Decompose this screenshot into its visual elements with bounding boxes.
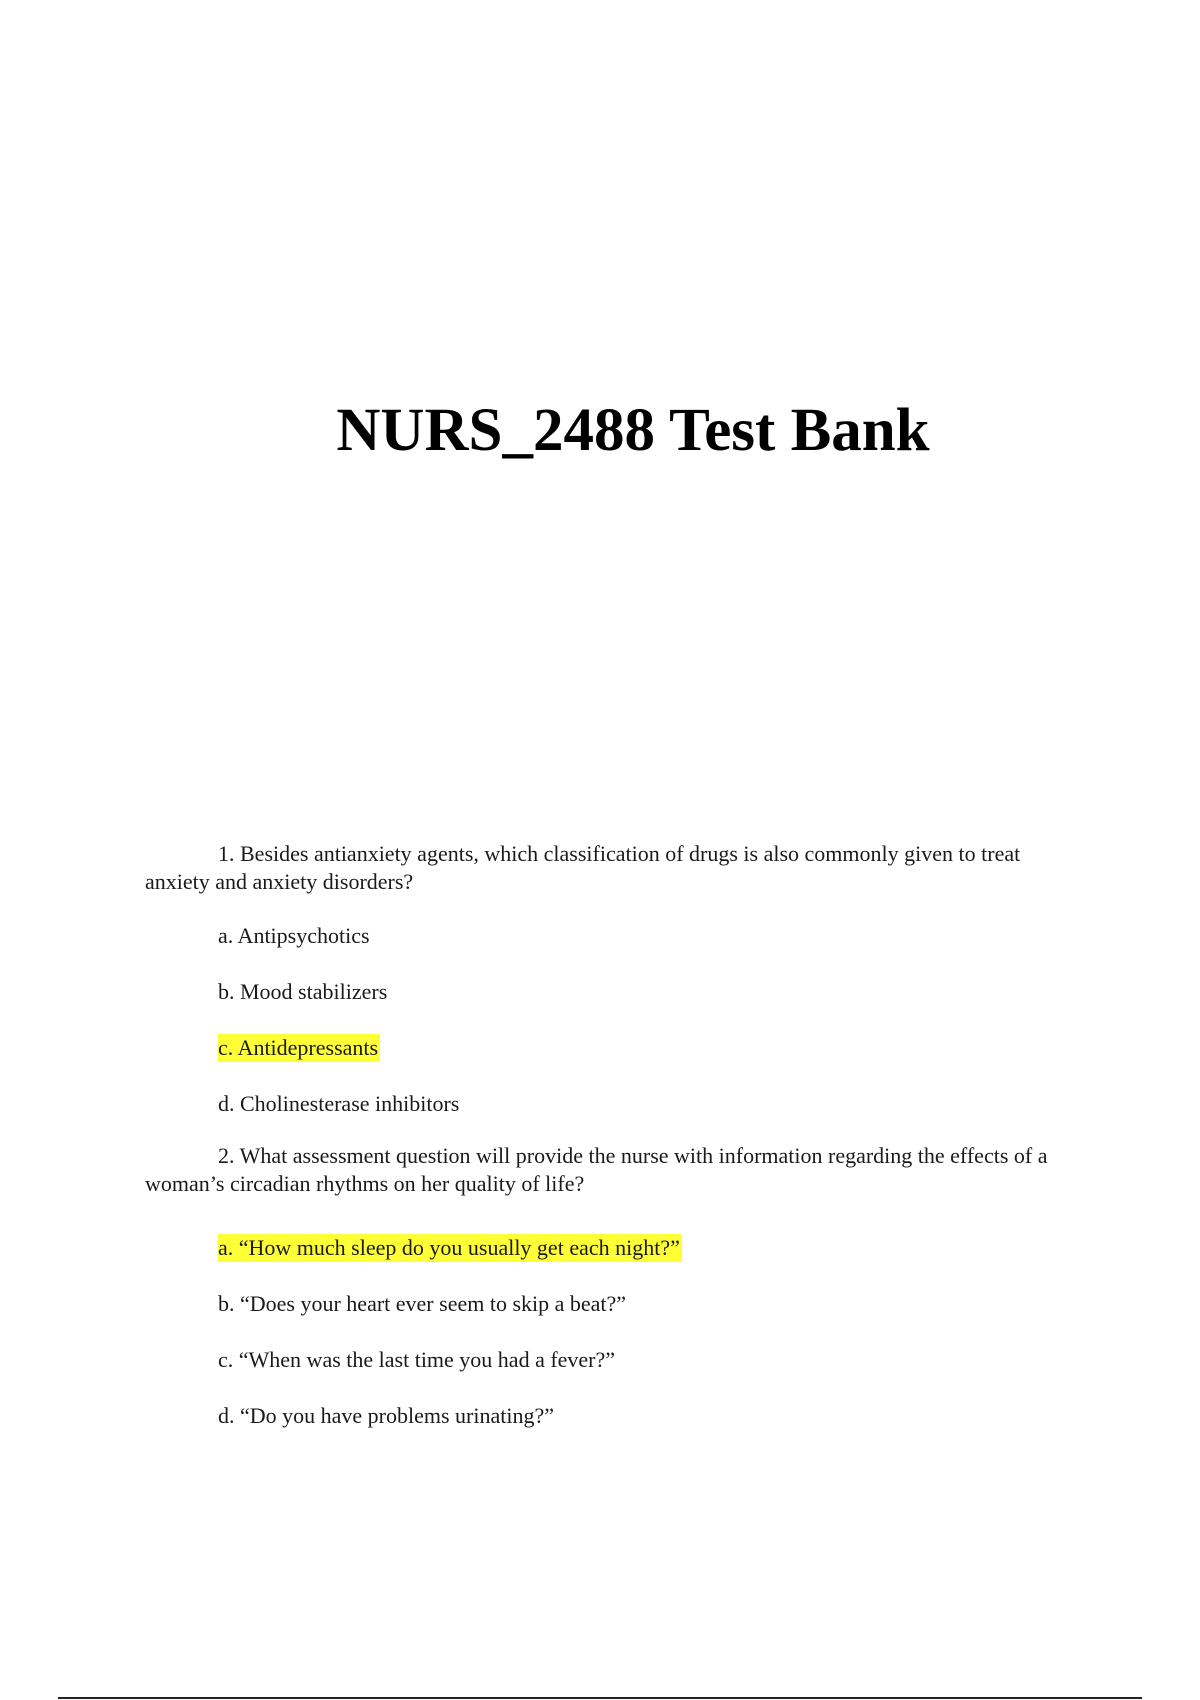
question-block-1 bbox=[145, 840, 1090, 1132]
document-body bbox=[145, 840, 1090, 1444]
question-2-option-c bbox=[145, 1332, 1090, 1388]
question-2-option-d bbox=[145, 1388, 1090, 1444]
option-label: c. Antidepressants bbox=[218, 1035, 379, 1060]
option-label: d. Cholinesterase inhibitors bbox=[218, 1091, 460, 1116]
document-title: NURS_2488 Test Bank bbox=[336, 397, 930, 464]
question-2-text: 2. What assessment question will provide the nurse with information regarding the effects of a woman’s circadian rhythms on her quality of life? bbox=[145, 1143, 1048, 1196]
question-1-option-c-highlighted bbox=[145, 1020, 1090, 1076]
option-label: a. Antipsychotics bbox=[218, 923, 370, 948]
question-block-2 bbox=[145, 1142, 1090, 1444]
question-2-option-a-highlighted bbox=[145, 1220, 1090, 1276]
option-label: a. “How much sleep do you usually get each night?” bbox=[218, 1235, 680, 1260]
question-2-option-b bbox=[145, 1276, 1090, 1332]
question-1-text: 1. Besides antianxiety agents, which classification of drugs is also commonly given to treat anxiety and anxiety disorders? bbox=[145, 841, 1021, 894]
option-label: b. “Does your heart ever seem to skip a beat?” bbox=[218, 1291, 627, 1316]
question-1-option-d bbox=[145, 1076, 1090, 1132]
question-1-options bbox=[145, 908, 1090, 1132]
option-label: c. “When was the last time you had a fever?” bbox=[218, 1347, 616, 1372]
question-2-options bbox=[145, 1220, 1090, 1444]
option-label: d. “Do you have problems urinating?” bbox=[218, 1403, 555, 1428]
option-label: b. Mood stabilizers bbox=[218, 979, 388, 1004]
footer-divider bbox=[58, 1697, 1142, 1699]
question-1-option-a bbox=[145, 908, 1090, 964]
question-1-option-b bbox=[145, 964, 1090, 1020]
